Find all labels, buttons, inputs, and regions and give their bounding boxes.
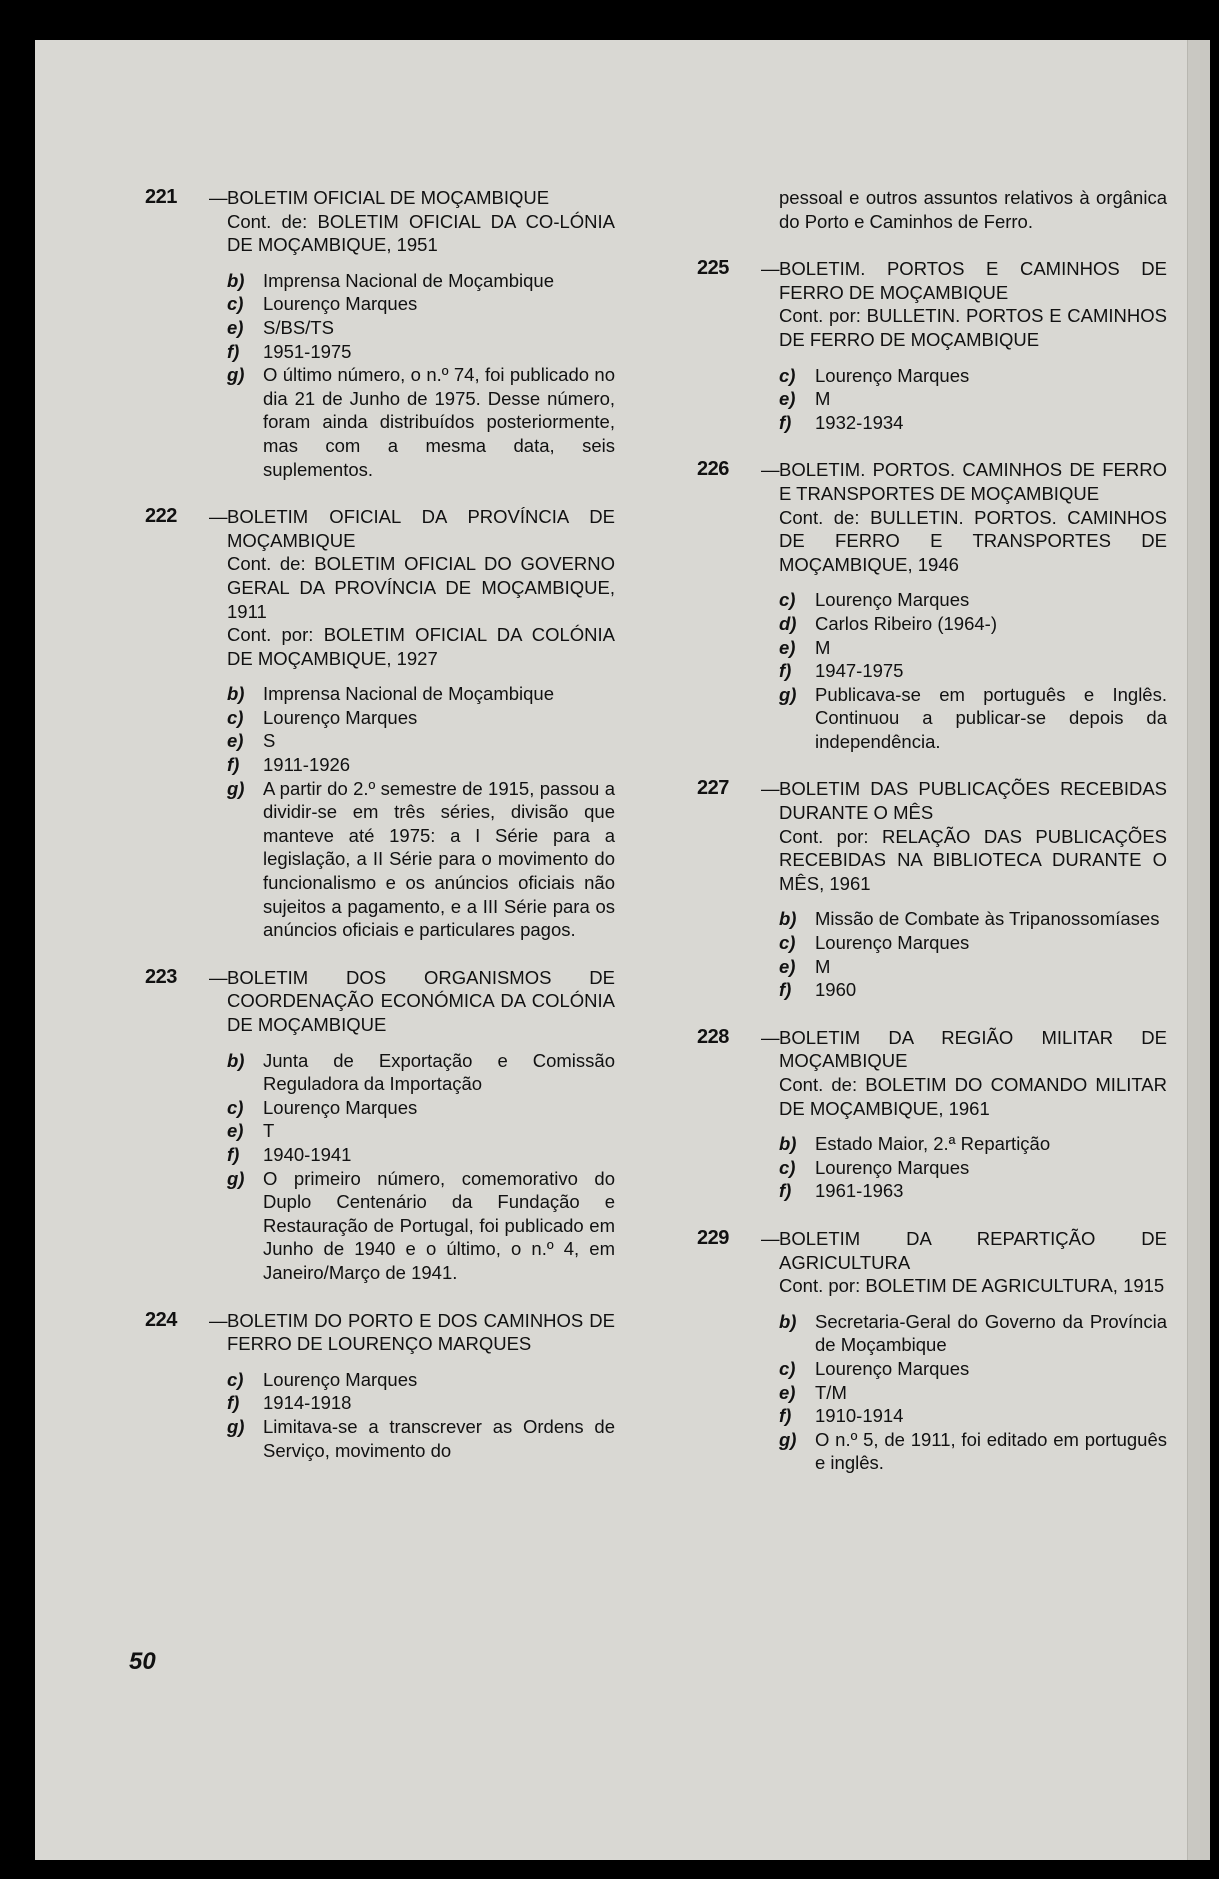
field-row	[779, 1357, 1167, 1381]
field-row	[227, 1368, 615, 1392]
field-value: Missão de Combate às Tripanossomíases	[815, 908, 1160, 930]
field-row	[779, 364, 1167, 388]
continuation-title: BOLETIM OFICIAL DO GOVERNO GERAL DA PROVÍNCIA DE MOÇAMBIQUE, 1911	[227, 553, 616, 622]
entry-dash: —	[761, 258, 780, 280]
field-value: Lourenço Marques	[815, 932, 970, 954]
field-row	[779, 636, 1167, 660]
field-row	[227, 316, 615, 340]
field-label: f)	[227, 340, 240, 362]
field-label: g)	[227, 1167, 245, 1189]
continuation-label: Cont. de:	[227, 210, 308, 232]
field-value: 1932-1934	[815, 411, 904, 433]
field-value: 1914-1918	[263, 1392, 352, 1414]
field-value: 1910-1914	[815, 1405, 904, 1427]
field-label: e)	[779, 636, 796, 658]
entry-fields	[779, 907, 1167, 1001]
field-row	[227, 777, 615, 942]
field-value: Imprensa Nacional de Moçambique	[263, 683, 555, 705]
field-value: Lourenço Marques	[263, 706, 418, 728]
field-label: d)	[779, 612, 797, 634]
field-row	[227, 1415, 615, 1462]
field-row	[227, 1391, 615, 1415]
field-label: b)	[779, 1133, 797, 1155]
field-row	[227, 729, 615, 753]
field-row	[779, 1381, 1167, 1405]
entry-fields	[227, 682, 615, 942]
entry-heading	[145, 186, 615, 210]
field-value: Secretaria-Geral do Governo da Província de Moçambique	[815, 1310, 1167, 1356]
continuation-title: BOLETIM DO COMANDO MILITAR DE MOÇAMBIQUE, 1961	[779, 1074, 1167, 1119]
continuation-title: BOLETIM OFICIAL DA CO-LÓNIA DE MOÇAMBIQUE, 1951	[227, 210, 615, 256]
entry-number: 227	[697, 777, 729, 800]
field-value: Limitava-se a transcrever as Ordens de Serviço, movimento do	[263, 1415, 615, 1461]
field-label: e)	[227, 730, 244, 752]
continuation-title: BOLETIM DE AGRICULTURA, 1915	[865, 1275, 1165, 1297]
field-label: c)	[779, 364, 796, 386]
field-value: Lourenço Marques	[815, 1156, 970, 1178]
field-value: 1911-1926	[263, 754, 351, 776]
field-value: Publicava-se em português e Inglês. Continuou a publicar-se depois da independência.	[815, 683, 1167, 752]
entry-heading	[145, 505, 615, 552]
field-value: 1947-1975	[815, 660, 904, 682]
field-label: c)	[779, 1156, 796, 1178]
field-value: S/BS/TS	[263, 316, 334, 338]
continuation-label: Cont. por:	[779, 825, 869, 847]
entry-continuation	[779, 506, 1167, 577]
field-label: f)	[779, 1180, 792, 1202]
entry-dash: —	[761, 1026, 780, 1048]
field-label: g)	[227, 777, 245, 799]
field-row	[779, 612, 1167, 636]
field-value: 1951-1975	[263, 340, 352, 362]
entry-dash: —	[761, 778, 780, 800]
field-row	[779, 588, 1167, 612]
entry-dash: —	[761, 1227, 780, 1249]
field-value: 1960	[815, 979, 857, 1001]
entry-number: 229	[697, 1226, 729, 1249]
entry-title: BOLETIM DA REPARTIÇÃO DE AGRICULTURA	[779, 1227, 1167, 1273]
field-value: A partir do 2.º semestre de 1915, passou a dividir-se em três séries, divisão que manteve até 1975: a I Série para a legislação, a II Série para o movimento do funcionalismo e os anúncios oficiais não sujeitos a pagamento, e a III Série para os anúncios oficiais e particulares pagos.	[263, 777, 615, 941]
entry-fields	[227, 1368, 615, 1462]
field-value: Estado Maior, 2.ª Repartição	[815, 1133, 1051, 1155]
field-label: e)	[779, 955, 796, 977]
field-value: T/M	[815, 1381, 847, 1403]
entry-title: BOLETIM DO PORTO E DOS CAMINHOS DE FERRO DE LOURENÇO MARQUES	[227, 1309, 615, 1355]
field-label: f)	[779, 1405, 792, 1427]
continued-text: pessoal e outros assuntos relativos à orgânica do Porto e Caminhos de Ferro.	[779, 187, 1167, 232]
entry-continuation	[227, 210, 615, 257]
entry-fields	[227, 1049, 615, 1285]
entry-title: BOLETIM. PORTOS E CAMINHOS DE FERRO DE MOÇAMBIQUE	[779, 258, 1167, 303]
document-page	[35, 40, 1210, 1860]
entry-title: BOLETIM DOS ORGANISMOS DE COORDENAÇÃO ECONÓMICA DA COLÓNIA DE MOÇAMBIQUE	[227, 966, 615, 1035]
field-label: c)	[779, 589, 796, 611]
field-value: M	[815, 388, 831, 410]
field-row	[227, 1049, 615, 1096]
entry-dash: —	[761, 459, 780, 481]
right-column	[697, 186, 1167, 1499]
continuation-label: Cont. por:	[779, 305, 861, 327]
field-value: Lourenço Marques	[263, 293, 418, 315]
field-label: c)	[227, 706, 244, 728]
entry-number: 223	[145, 965, 177, 988]
entry-continuation	[227, 623, 615, 670]
field-label: c)	[779, 932, 796, 954]
field-label: g)	[779, 1428, 797, 1450]
entry-title: BOLETIM OFICIAL DA PROVÍNCIA DE MOÇAMBIQUE	[227, 506, 615, 551]
field-value: 1961-1963	[815, 1180, 904, 1202]
field-value: T	[263, 1120, 275, 1142]
continuation-label: Cont. por:	[779, 1275, 861, 1297]
field-label: e)	[779, 1381, 796, 1403]
field-value: M	[815, 955, 831, 977]
field-value: Lourenço Marques	[815, 364, 970, 386]
field-label: b)	[227, 269, 245, 291]
field-value: M	[815, 636, 831, 658]
continuation-title: BULLETIN. PORTOS. CAMINHOS DE FERRO E TRANSPORTES DE MOÇAMBIQUE, 1946	[779, 506, 1168, 575]
entry-continuation	[779, 825, 1167, 896]
field-label: f)	[779, 979, 792, 1001]
catalog-entry	[697, 458, 1167, 753]
field-label: b)	[227, 1049, 245, 1071]
field-label: g)	[779, 683, 797, 705]
field-row	[779, 1179, 1167, 1203]
field-row	[779, 1428, 1167, 1475]
field-row	[779, 411, 1167, 435]
field-row	[227, 1119, 615, 1143]
field-value: Lourenço Marques	[263, 1368, 418, 1390]
field-row	[779, 1404, 1167, 1428]
field-row	[227, 1096, 615, 1120]
catalog-entry	[697, 257, 1167, 434]
field-row	[227, 269, 615, 293]
field-row	[227, 1143, 615, 1167]
field-label: f)	[227, 1392, 240, 1414]
field-row	[779, 931, 1167, 955]
entry-dash: —	[209, 966, 228, 988]
continuation-label: Cont. por:	[227, 624, 314, 646]
entry-continuation	[227, 552, 615, 623]
catalog-entry	[697, 1227, 1167, 1475]
entry-heading	[145, 966, 615, 1037]
field-row	[227, 340, 615, 364]
catalog-entry	[145, 186, 615, 481]
field-row	[227, 1167, 615, 1285]
field-label: e)	[227, 1120, 244, 1142]
entry-heading	[697, 1227, 1167, 1274]
field-value: Lourenço Marques	[815, 589, 970, 611]
entry-fields	[779, 1132, 1167, 1203]
field-label: f)	[779, 411, 792, 433]
field-row	[779, 683, 1167, 754]
field-label: f)	[779, 660, 792, 682]
field-row	[227, 753, 615, 777]
continuation-title: BOLETIM OFICIAL DA COLÓNIA DE MOÇAMBIQUE, 1927	[227, 624, 615, 669]
field-row	[779, 955, 1167, 979]
entry-heading	[697, 458, 1167, 505]
entry-number: 222	[145, 505, 177, 528]
field-value: Lourenço Marques	[815, 1357, 970, 1379]
entry-heading	[697, 257, 1167, 304]
field-value: O primeiro número, comemorativo do Duplo Centenário da Fundação e Restauração de Portugal, foi publicado em Junho de 1940 e o último, o n.º 4, em Janeiro/Março de 1941.	[263, 1167, 615, 1283]
entry-title: BOLETIM OFICIAL DE MOÇAMBIQUE	[227, 187, 550, 208]
field-value: O n.º 5, de 1911, foi editado em português e inglês.	[815, 1428, 1167, 1474]
entry-number: 228	[697, 1025, 729, 1048]
entry-dash: —	[209, 1309, 228, 1331]
continuation-label: Cont. de:	[779, 1074, 858, 1095]
field-row	[779, 1310, 1167, 1357]
page-number: 50	[129, 1648, 156, 1675]
field-label: b)	[779, 1310, 797, 1332]
field-label: e)	[227, 316, 244, 338]
field-label: c)	[779, 1357, 796, 1379]
entry-title: BOLETIM. PORTOS. CAMINHOS DE FERRO E TRANSPORTES DE MOÇAMBIQUE	[779, 459, 1167, 504]
entry-number: 225	[697, 257, 729, 280]
field-label: b)	[227, 683, 245, 705]
entry-number: 224	[145, 1308, 177, 1331]
field-row	[779, 978, 1167, 1002]
field-value: 1940-1941	[263, 1143, 352, 1165]
field-row	[227, 706, 615, 730]
continuation-label: Cont. de:	[779, 506, 860, 528]
entry-fields	[779, 588, 1167, 753]
field-label: e)	[779, 388, 796, 410]
page-edge	[1187, 40, 1210, 1860]
entry-number: 226	[697, 458, 729, 481]
entry-number: 221	[145, 186, 177, 208]
entry-heading	[697, 1026, 1167, 1073]
field-row	[779, 907, 1167, 931]
field-row	[779, 1132, 1167, 1156]
field-label: g)	[227, 1415, 245, 1437]
field-row	[779, 387, 1167, 411]
entry-heading	[145, 1309, 615, 1356]
field-value: Carlos Ribeiro (1964-)	[815, 612, 997, 634]
entry-title: BOLETIM DAS PUBLICAÇÕES RECEBIDAS DURANTE O MÊS	[779, 778, 1167, 824]
field-label: c)	[227, 1096, 244, 1118]
entry-title: BOLETIM DA REGIÃO MILITAR DE MOÇAMBIQUE	[779, 1026, 1167, 1072]
field-row	[227, 363, 615, 481]
entry-fields	[779, 364, 1167, 435]
entry-fields	[227, 269, 615, 481]
entry-continuation	[779, 304, 1167, 351]
catalog-entry	[145, 966, 615, 1285]
field-value: Imprensa Nacional de Moçambique	[263, 269, 555, 291]
entry-fields	[779, 1310, 1167, 1475]
continuation-label: Cont. de:	[227, 553, 306, 575]
continuation-title: RELAÇÃO DAS PUBLICAÇÕES RECEBIDAS NA BIBLIOTECA DURANTE O MÊS, 1961	[779, 825, 1167, 894]
field-value: Junta de Exportação e Comissão Reguladora da Importação	[263, 1049, 615, 1095]
catalog-entry	[145, 505, 615, 942]
field-label: c)	[227, 293, 244, 315]
field-row	[227, 682, 615, 706]
field-label: f)	[227, 1143, 240, 1165]
field-row	[779, 659, 1167, 683]
entry-dash: —	[209, 187, 228, 208]
field-row	[779, 1156, 1167, 1180]
entry-continuation	[779, 1274, 1167, 1298]
catalog-entry	[697, 1026, 1167, 1203]
field-label: c)	[227, 1368, 244, 1390]
field-label: g)	[227, 364, 245, 386]
left-column	[145, 186, 615, 1486]
catalog-entry	[697, 777, 1167, 1001]
catalog-entry	[145, 1309, 615, 1463]
field-row	[227, 292, 615, 316]
continuation-title: BULLETIN. PORTOS E CAMINHOS DE FERRO DE MOÇAMBIQUE	[779, 305, 1168, 350]
field-value: O último número, o n.º 74, foi publicado no dia 21 de Junho de 1975. Desse número, foram ainda distribuídos posteriormente, mas com a mesma data, seis suplementos.	[263, 364, 615, 480]
field-value: Lourenço Marques	[263, 1096, 418, 1118]
entry-dash: —	[209, 506, 228, 528]
entry-continuation	[779, 1073, 1167, 1120]
field-value: S	[263, 730, 276, 752]
entry-heading	[697, 777, 1167, 824]
field-label: b)	[779, 908, 797, 930]
field-label: f)	[227, 754, 240, 776]
